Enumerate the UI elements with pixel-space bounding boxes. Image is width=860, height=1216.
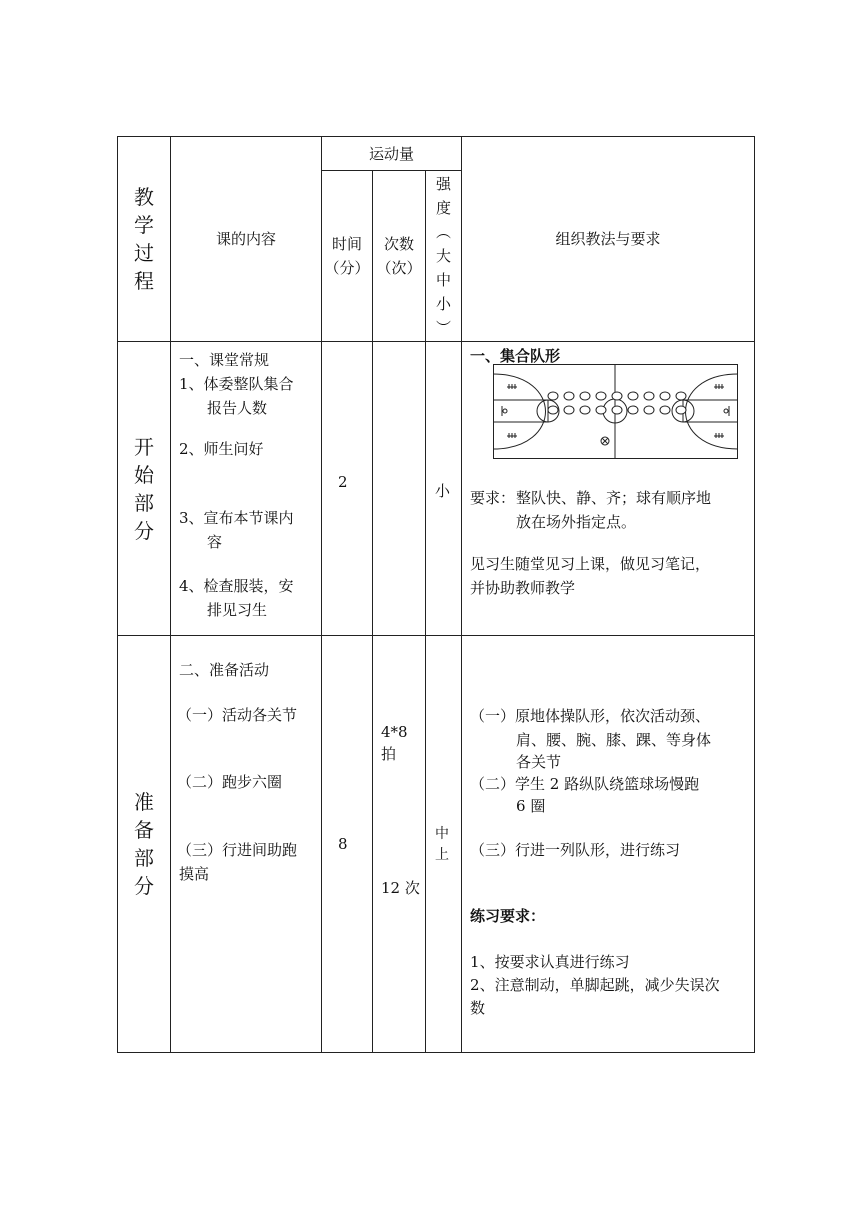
section-prep-time-cell [322,636,373,1053]
header-load: 运动量 [322,137,462,171]
section-start-count-cell [373,342,426,636]
section-start-method-cell [462,342,755,636]
method-line: （二）学生 2 路纵队绕篮球场慢跑 [470,775,700,793]
method-line: 各关节 [516,753,562,771]
observer-note: 并协助教师教学 [470,579,576,597]
section-prep-method-cell [462,636,755,1053]
section-start-time: 2 [338,473,348,491]
content-line: 一、课堂常规 [179,351,270,369]
header-process-cell [118,137,171,342]
section-start-name-cell [118,342,171,636]
section-prep-count-cell [373,636,426,1053]
header-count-cell [373,171,426,342]
section-prep-name: 准 备 部 分 [134,790,154,898]
left-three-point-arc [493,374,546,449]
right-hoop [724,409,728,413]
right-hash-marks [714,387,724,436]
left-hoop [503,409,507,413]
requirement-label: 要求： [470,489,516,507]
content-line: 排见习生 [207,601,268,619]
header-method: 组织教法与要求 [555,230,661,248]
section-prep-intensity: 上 [435,847,449,863]
practice-line: 数 [470,999,486,1017]
content-line: 4、检查服装，安 [179,577,294,595]
right-ticks [716,384,722,438]
header-content: 课的内容 [215,230,276,248]
teacher-mark [601,437,609,445]
count-unit: 拍 [381,745,397,763]
section-prep-name-cell [118,636,171,1053]
practice-line: 2、注意制动，单脚起跳，减少失误次 [470,976,720,994]
content-line: 摸高 [179,865,210,883]
observer-note: 见习生随堂见习上课，做见习笔记， [470,555,711,573]
content-line: 报告人数 [207,399,268,417]
requirement-line: 整队快、静、齐；球有顺序地 [516,489,712,507]
header-time: 时间 [331,235,362,253]
header-process: 教 学 过 程 [134,185,154,293]
left-ticks [509,384,515,438]
section-start-name: 开 始 部 分 [134,434,154,543]
practice-line: 1、按要求认真进行练习 [470,953,630,971]
header-count: 次数 [383,235,414,253]
header-intensity-cell [426,171,462,342]
section-prep-intensity: 中 [435,826,449,842]
right-three-point-arc [686,374,739,449]
method-line: 肩、腰、腕、膝、踝、等身体 [516,731,712,749]
section-start-content-cell [171,342,322,636]
lesson-plan-table [117,136,755,1053]
section-prep-content-cell [171,636,322,1053]
method-line: 6 圈 [516,797,546,815]
section-prep-time: 8 [338,835,348,853]
header-time-unit: （分） [324,259,370,277]
content-line: 二、准备活动 [179,661,270,679]
header-count-unit: （次） [376,259,422,277]
left-hash-marks [507,387,517,436]
content-line: （三）行进间助跑 [177,841,298,859]
content-line: （二）跑步六圈 [177,773,283,791]
count-value: 12 次 [381,879,420,897]
header-intensity: 强 度 ︵ 大 中 小 ︶ [436,175,452,337]
section-start-intensity: 小 [435,482,451,500]
method-line: （三）行进一列队形，进行练习 [470,841,681,859]
header-content-cell [171,137,322,342]
header-method-cell [462,137,755,342]
formation-heading: 一、集合队形 [470,347,561,365]
requirement-line: 放在场外指定点。 [516,513,637,531]
content-line: 容 [207,533,223,551]
content-line: 1、体委整队集合 [179,375,294,393]
practice-heading: 练习要求： [470,907,546,925]
count-value: 4*8 [381,723,408,741]
content-line: （一）活动各关节 [177,706,298,724]
content-line: 3、宣布本节课内 [179,509,294,527]
basketball-court-diagram [493,364,738,459]
section-start-intensity-cell [426,342,462,636]
section-prep-intensity-cell [426,636,462,1053]
section-start-time-cell [322,342,373,636]
header-time-cell [322,171,373,342]
content-line: 2、师生问好 [179,440,264,458]
student-formation [548,392,686,414]
method-line: （一）原地体操队形，依次活动颈、 [470,707,711,725]
